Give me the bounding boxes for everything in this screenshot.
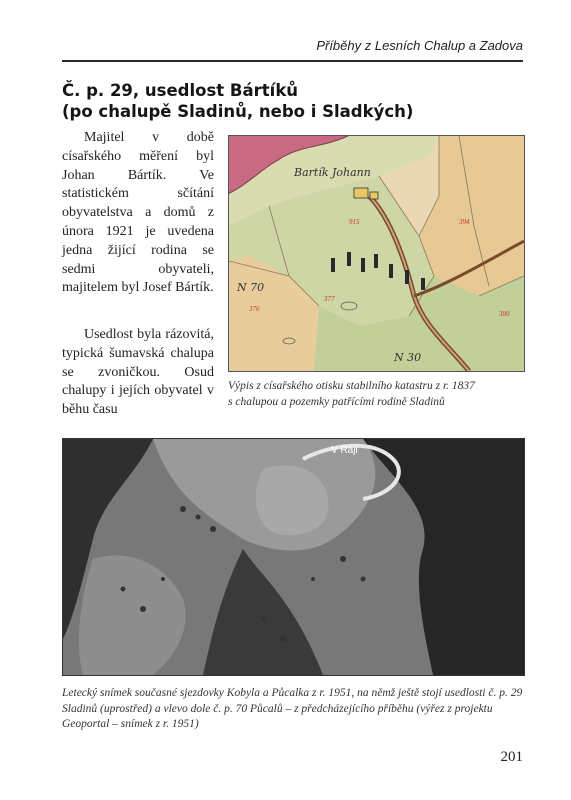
header-rule <box>62 60 523 62</box>
aerial-photo-image <box>62 438 525 676</box>
cadastral-map-image <box>228 135 525 372</box>
svg-text:377: 377 <box>324 295 335 303</box>
page-number: 201 <box>500 749 523 765</box>
map-plot-label-right: N 30 <box>394 351 422 364</box>
article-title <box>62 80 532 122</box>
svg-text:380: 380 <box>499 310 510 318</box>
body-paragraph-2: Usedlost byla rázovitá, typická šumavská chalupa se zvoničkou. Osud chalupy i jejích obyvatel v běhu času <box>62 327 214 418</box>
map-owner-label: Bartík Johann <box>294 166 371 179</box>
svg-text:915: 915 <box>349 218 360 226</box>
article-title-line1: Č. p. 29, usedlost Bártíků <box>62 81 299 100</box>
map-plot-label-left: N 70 <box>237 281 265 294</box>
photo-caption: Letecký snímek současné sjezdovky Kobyla a Půcalka z r. 1951, na němž ještě stojí usedlosti č. p. 29 Sladinů (uprostřed) a vlevo dole č. p. 70 Půcalů – z předcházejícího příběhu (výřez z projektu Geoportal – snímek z r. 1951) <box>62 687 523 730</box>
map-caption: Výpis z císařského otisku stabilního katastru z r. 1837 s chalupou a pozemky patřícími rodině Sladinů <box>228 380 475 408</box>
running-head: Příběhy z Lesních Chalup a Zadova <box>316 38 523 53</box>
svg-text:376: 376 <box>249 305 260 313</box>
cadastral-map <box>229 136 524 371</box>
photo-label-v-raji: V Ráji <box>331 445 358 456</box>
aerial-photo <box>63 439 524 675</box>
svg-text:394: 394 <box>459 218 470 226</box>
body-paragraph-1: Majitel v době císařského měření byl Johan Bártík. Ve statistickém sčítání obyvatelstva a domů z února 1921 je uvedena jedna žijící rodina se sedmi obyvateli, majitelem byl Josef Bártík. <box>62 130 214 296</box>
article-title-line2: (po chalupě Sladinů, nebo i Sladkých) <box>62 102 414 121</box>
